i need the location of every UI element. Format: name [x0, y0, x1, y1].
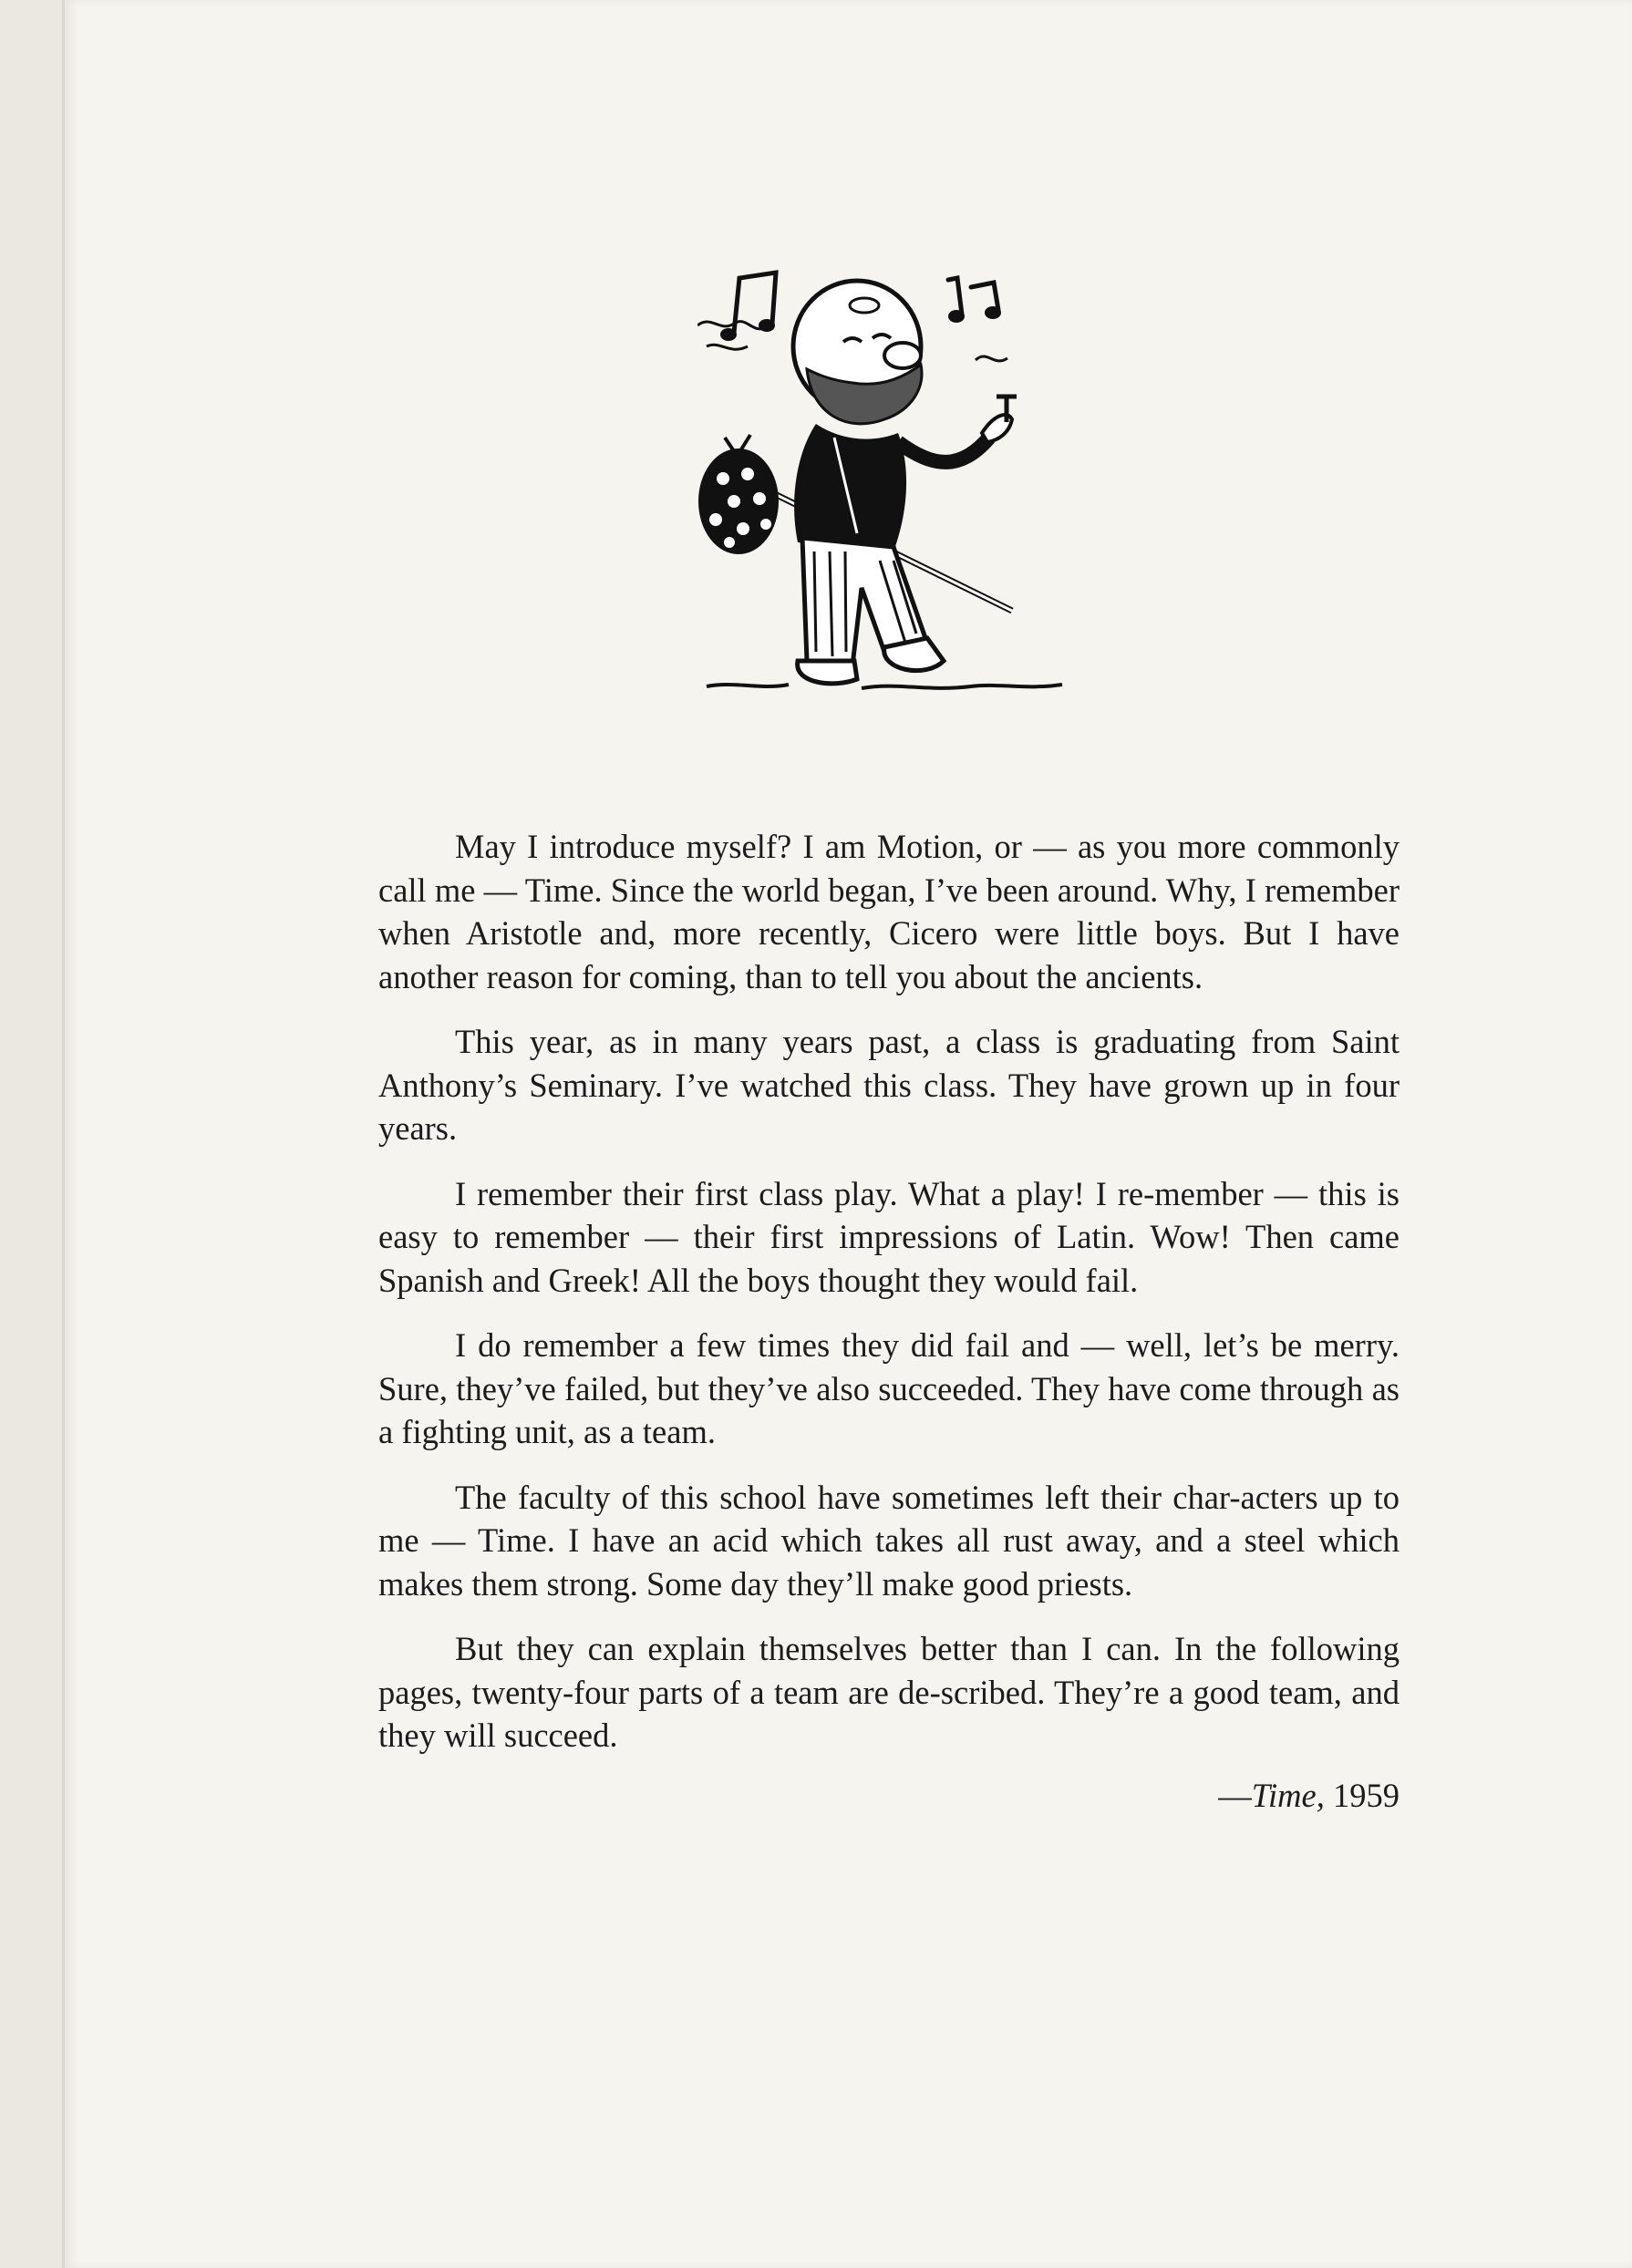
page-spine-edge — [62, 0, 65, 2268]
signature-name: Time, — [1251, 1776, 1325, 1814]
introduction-text — [378, 825, 1400, 1817]
music-note-icon — [948, 278, 1001, 323]
signature-dash: — — [1218, 1776, 1252, 1814]
signature-year: 1959 — [1324, 1776, 1400, 1814]
paragraph: I remember their first class play. What a play! I re-member — this is easy to remember — their first impressions of Latin. Wow! Then came Spanish and Greek! All the boys thought they would fail. — [378, 1174, 1400, 1299]
paragraph: This year, as in many years past, a class is graduating from Saint Anthony’s Seminary. I’ve watched this class. They have grown up in four years. — [378, 1023, 1400, 1147]
music-note-icon — [720, 273, 776, 341]
paragraph: May I introduce myself? I am Motion, or — as you more commonly call me — Time. Since the world began, I’ve been around. Why, I remember when Aristotle and, more recently, Cicero were little boys. But I have another reason for coming, than to tell you about the ancients. — [378, 828, 1400, 995]
signature — [378, 1774, 1400, 1818]
paragraph: But they can explain themselves better than I can. In the following pages, twenty-four parts of a team are de-scribed. They’re a good team, and they will succeed. — [378, 1630, 1400, 1754]
paragraph: The faculty of this school have sometimes left their char-acters up to me — Time. I have an acid which takes all rust away, and a steel which makes them strong. Some day they’ll make good priests. — [378, 1478, 1400, 1603]
cartoon-time-character-icon — [697, 260, 1103, 697]
paragraph: I do remember a few times they did fail and — well, let’s be merry. Sure, they’ve failed, but they’ve also succeeded. They have come through as a fighting unit, as a team. — [378, 1326, 1400, 1450]
